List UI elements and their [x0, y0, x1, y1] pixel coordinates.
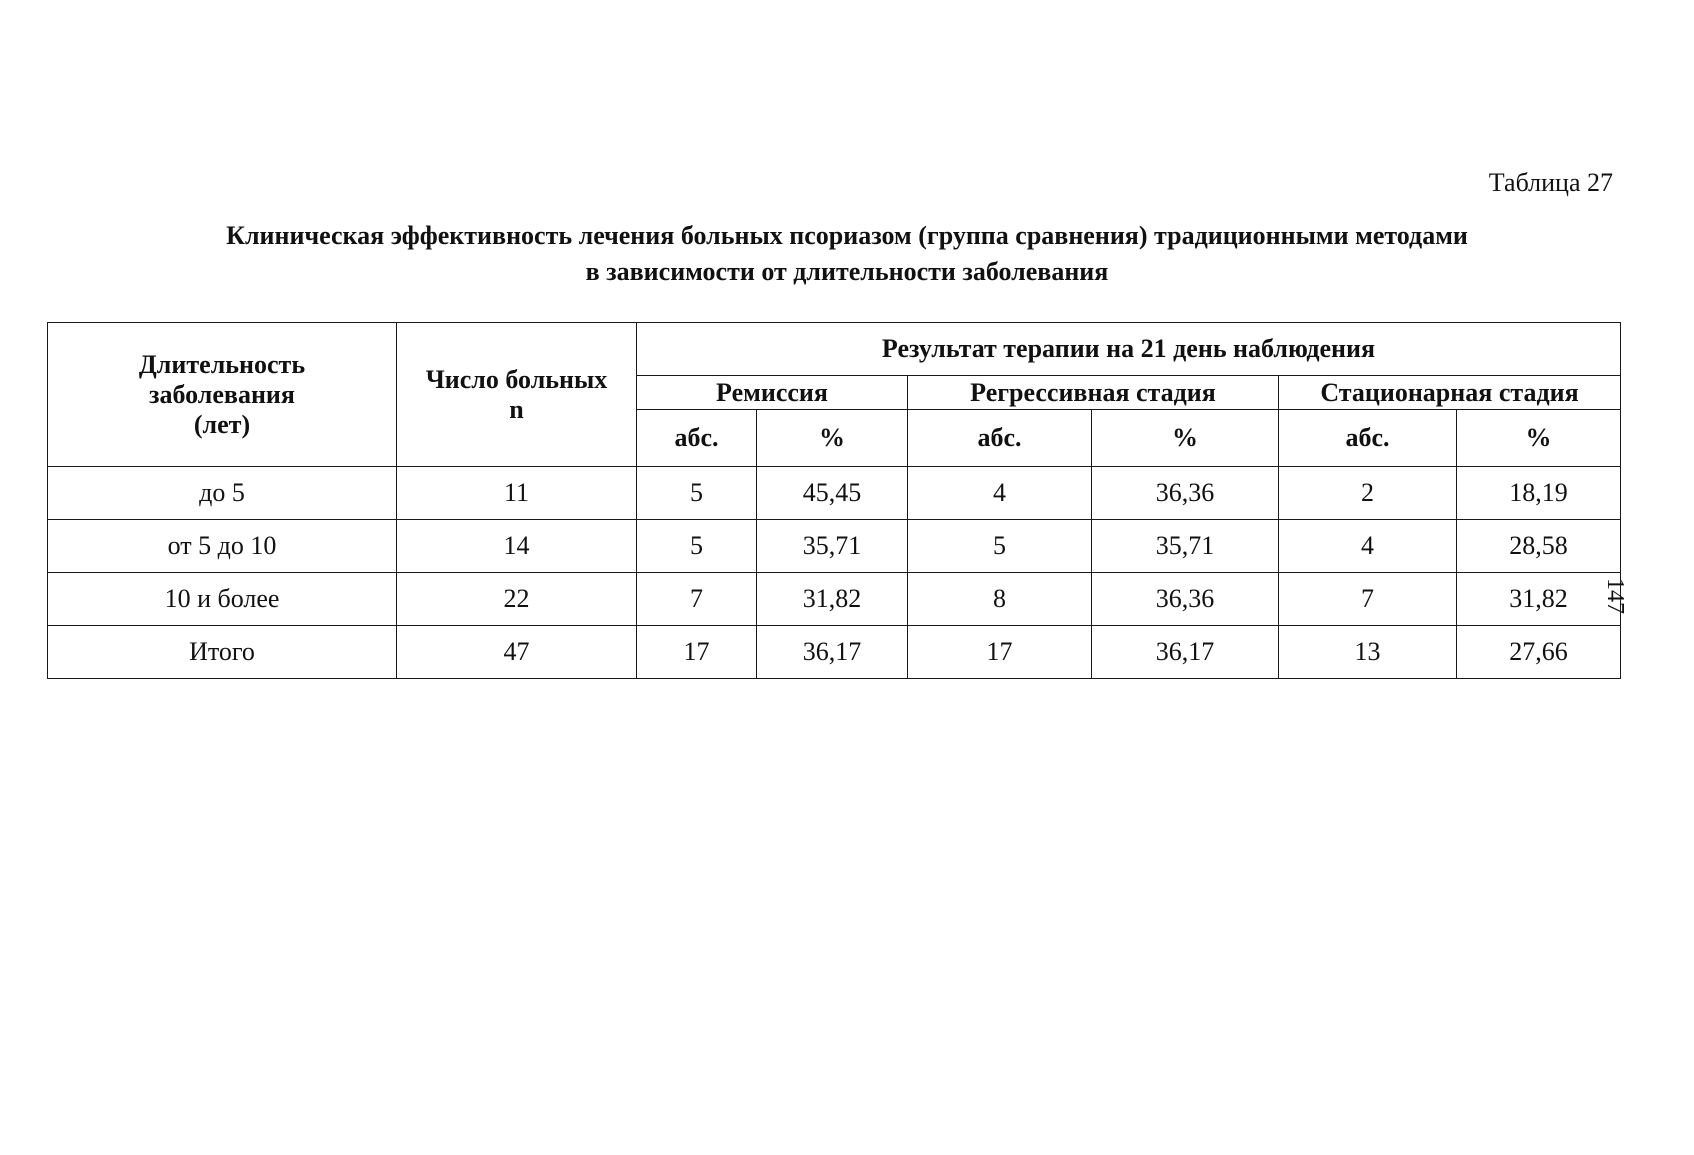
header-sub-abs: абс.	[1279, 410, 1457, 467]
header-group-stationary: Стационарная стадия	[1279, 376, 1621, 410]
header-duration	[48, 323, 397, 467]
header-duration-line-2: заболевания	[149, 379, 295, 409]
table-cell: 35,71	[1092, 520, 1279, 573]
table-cell: 14	[397, 520, 637, 573]
header-sub-abs: абс.	[637, 410, 757, 467]
header-patients-line-2: n	[509, 394, 524, 424]
table-cell: 31,82	[1457, 573, 1621, 626]
header-group-regressive: Регрессивная стадия	[908, 376, 1279, 410]
table-cell: 5	[908, 520, 1092, 573]
table-cell: 36,36	[1092, 573, 1279, 626]
table-cell: 45,45	[757, 467, 908, 520]
table-cell: 47	[397, 626, 637, 679]
table-label: Таблица 27	[1488, 168, 1613, 197]
table-cell: 10 и более	[48, 573, 397, 626]
header-sub-percent: %	[1457, 410, 1621, 467]
header-sub-abs: абс.	[908, 410, 1092, 467]
header-patients	[397, 323, 637, 467]
table-row	[48, 520, 1621, 573]
table-cell: 11	[397, 467, 637, 520]
header-duration-line-1: Длительность	[138, 349, 306, 379]
page-number: 147	[1602, 578, 1628, 614]
table-row	[48, 573, 1621, 626]
table-cell: 7	[1279, 573, 1457, 626]
table-cell: 27,66	[1457, 626, 1621, 679]
table-cell: 7	[637, 573, 757, 626]
table-cell: Итого	[48, 626, 397, 679]
table-row	[48, 467, 1621, 520]
table-cell: 28,58	[1457, 520, 1621, 573]
header-result: Результат терапии на 21 день наблюдения	[637, 323, 1621, 376]
table-cell: 5	[637, 520, 757, 573]
table-cell: 13	[1279, 626, 1457, 679]
table-cell: 36,36	[1092, 467, 1279, 520]
table-cell: от 5 до 10	[48, 520, 397, 573]
table-cell: 5	[637, 467, 757, 520]
table-cell: 17	[908, 626, 1092, 679]
header-sub-percent: %	[757, 410, 908, 467]
table-title-line-2: в зависимости от длительности заболевания	[585, 257, 1109, 286]
table-cell: 36,17	[757, 626, 908, 679]
table-title	[120, 218, 1574, 290]
results-table	[47, 322, 1621, 679]
table-cell: 18,19	[1457, 467, 1621, 520]
header-sub-percent: %	[1092, 410, 1279, 467]
table-cell: до 5	[48, 467, 397, 520]
table-cell: 22	[397, 573, 637, 626]
table-cell: 4	[1279, 520, 1457, 573]
table-cell: 17	[637, 626, 757, 679]
table-cell: 2	[1279, 467, 1457, 520]
header-duration-line-3: (лет)	[193, 409, 251, 439]
table-title-line-1: Клиническая эффективность лечения больных псориазом (группа сравнения) традиционными методами	[226, 221, 1468, 250]
table-cell: 36,17	[1092, 626, 1279, 679]
table-cell: 8	[908, 573, 1092, 626]
table-row-total	[48, 626, 1621, 679]
table-cell: 31,82	[757, 573, 908, 626]
header-group-remission: Ремиссия	[637, 376, 908, 410]
table-cell: 35,71	[757, 520, 908, 573]
table-cell: 4	[908, 467, 1092, 520]
header-patients-line-1: Число больных	[425, 364, 608, 394]
